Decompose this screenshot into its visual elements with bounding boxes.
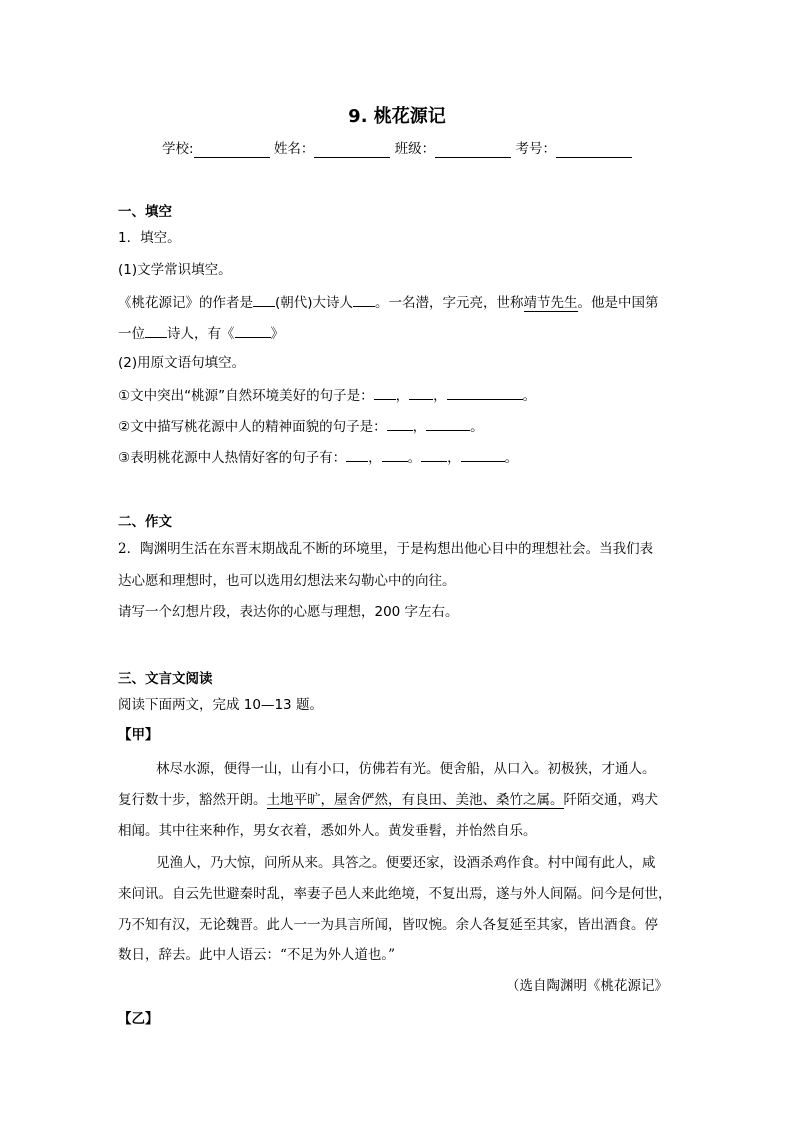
class-blank: [435, 143, 511, 158]
number-label: 考号：: [515, 141, 556, 157]
school-label: 学校:: [162, 141, 194, 157]
page-title: 9. 桃花源记: [348, 106, 446, 127]
essay-prompt-line-1: 2．陶渊明生活在东晋末期战乱不断的环境里，于是构想出他心目中的理想社会。当我们表: [118, 541, 654, 557]
passage-jia-p2-line-4: 数日，辞去。此中人语云：“不足为外人道也。”: [118, 947, 396, 963]
question-1: 1．填空。: [118, 230, 181, 246]
blank: [409, 385, 433, 400]
blank: [461, 447, 505, 462]
blank: [382, 447, 408, 462]
blank: [387, 416, 413, 431]
name-blank: [314, 143, 390, 158]
passage-jia-p2-line-2: 来问讯。自云先世避秦时乱，率妻子邑人来此绝境，不复出焉，遂与外人间隔。问今是何世，: [118, 886, 672, 902]
fill-item-3: ③表明桃花源中人热情好客的句子有： ， 。 ， 。: [118, 447, 518, 467]
number-blank: [556, 143, 632, 158]
passage-jia-p1-line-1: 林尽水源，便得一山，山有小口，仿佛若有光。便舍船，从口入。初极狭，才通人。: [156, 761, 656, 777]
blank: [353, 292, 375, 307]
literary-knowledge-line-2: 一位 诗人，有《 》: [118, 323, 284, 343]
essay-prompt-line-2: 达心愿和理想时，也可以选用幻想法来勾勒心中的向往。: [118, 573, 456, 589]
passage-yi-label: 【乙】: [118, 1011, 159, 1027]
class-label: 班级：: [394, 141, 436, 157]
blank: [374, 385, 396, 400]
underlined-sentence: 土地平旷，屋舍俨然，有良田、美池、桑竹之属。: [266, 792, 564, 808]
blank: [235, 323, 271, 338]
literary-knowledge-line-1: 《桃花源记》的作者是 (朝代)大诗人 。一名潜，字元亮，世称靖节先生。他是中国第: [118, 292, 659, 312]
blank: [346, 447, 368, 462]
passage-jia-label: 【甲】: [118, 727, 159, 743]
section-heading-essay: 二、作文: [118, 514, 172, 530]
blank: [253, 292, 275, 307]
blank: [421, 447, 447, 462]
passage-jia-p1-line-3: 相闻。其中往来种作，男女衣着，悉如外人。黄发垂髫，并怡然自乐。: [118, 823, 537, 839]
blank: [145, 323, 167, 338]
question-1-part-2: (2)用原文语句填空。: [118, 355, 246, 371]
fill-item-1: ①文中突出“桃源”自然环境美好的句子是： ， ， 。: [118, 385, 536, 405]
essay-requirement: 请写一个幻想片段，表达你的心愿与理想，200 字左右。: [118, 604, 459, 620]
passage-jia-p2-line-3: 乃不知有汉，无论魏晋。此人一一为具言所闻，皆叹惋。余人各复延至其家，皆出酒食。停: [118, 917, 658, 933]
question-1-part-1: (1)文学常识填空。: [118, 262, 232, 278]
name-label: 姓名：: [273, 141, 315, 157]
student-info-line: [0, 140, 794, 158]
passage-jia-p2-line-1: 见渔人，乃大惊，问所从来。具答之。便要还家，设酒杀鸡作食。村中闻有此人，咸: [156, 855, 656, 871]
section-heading-fill: 一、填空: [118, 204, 172, 220]
blank: [426, 416, 470, 431]
passage-jia-p1-line-2: 复行数十步，豁然开朗。土地平旷，屋舍俨然，有良田、美池、桑竹之属。阡陌交通，鸡犬: [118, 792, 658, 808]
passage-source: （选自陶渊明《桃花源记》: [506, 978, 668, 994]
reading-instruction: 阅读下面两文，完成 10—13 题。: [118, 697, 323, 713]
section-heading-reading: 三、文言文阅读: [118, 671, 213, 687]
blank: [447, 385, 523, 400]
school-blank: [194, 143, 270, 158]
fill-item-2: ②文中描写桃花源中人的精神面貌的句子是： ， 。: [118, 416, 484, 436]
